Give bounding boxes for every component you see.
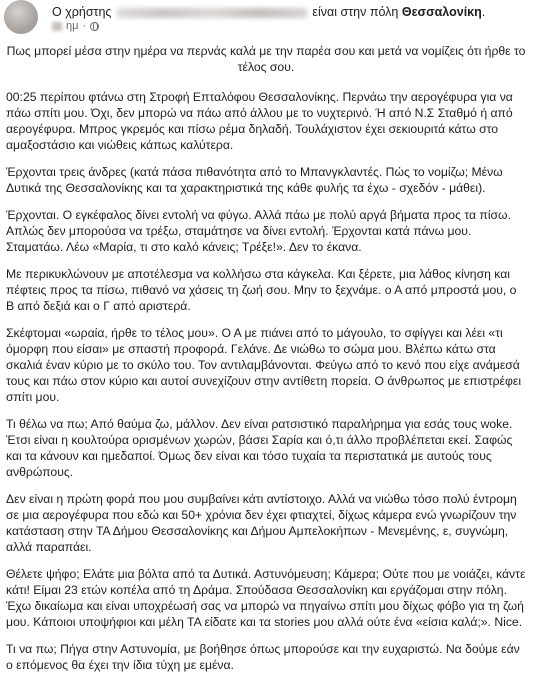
post-intro: Πως μπορεί μέσα στην ημέρα να περνάς καλά με την παρέα σου και μετά να νομίζεις ότι ήρθε το τέλος σου. bbox=[6, 44, 526, 74]
avatar[interactable] bbox=[4, 0, 38, 34]
post-paragraph-8: Θέλετε ψήφο; Ελάτε μια βόλτα από τα Δυτικά. Αστυνόμευση; Κάμερα; Ούτε που με νοιάζει, κάντε κάτι! Είμαι 23 ετών κοπέλα από τη Δράμα. Σπούδασα Θεσσαλονίκη και εργάζομαι στην πόλη. Έχω δικαίωμα και είναι υποχρέωσή σας να μπορώ να πηγαίνω σπίτι μου δίχως φόβο για τη ζωή μου. Κάποιοι υποψήφιοι και μέλη ΤΑ είδατε και τα stories μου αλλά ούτε ένα «είσια καλά;». Nice. bbox=[6, 567, 526, 629]
author-suffix: είναι στην πόλη bbox=[312, 5, 399, 19]
post-header bbox=[0, 0, 535, 42]
author-prefix: Ο χρήστης bbox=[52, 5, 112, 19]
post-time[interactable]: ημ bbox=[66, 20, 79, 32]
post-paragraph-9: Τι να πω; Πήγα στην Αστυνομία, με βοήθησε όπως μπορούσε και την ευχαριστώ. Να δούμε εάν ο επόμενος θα έχει την ίδια τύχη με εμένα. bbox=[6, 642, 520, 672]
post-paragraph-1: 00:25 περίπου φτάνω στη Στροφή Επταλόφου Θεσσαλονίκης. Περνάω την αερογέφυρα για να πάω σπίτι μου. Όχι, δεν μπορώ να πάω από άλλου με το νυχτερινό. Ή από Ν.Σ Σταθμό ή από αερογέφυρα. Μπρος γκρεμός και πίσω ρέμα δηλαδή. Τουλάχιστον έχει σεκιουριτά κάτω στο αμαξοστάσιο και νιώθεις κάπως καλύτερα. bbox=[6, 90, 513, 152]
blurred-count bbox=[52, 22, 62, 31]
post-body bbox=[6, 43, 526, 684]
location-link[interactable]: Θεσσαλονίκη bbox=[401, 5, 482, 19]
post-paragraph-2: Έρχονται τρεις άνδρες (κατά πάσα πιθανότητα από το Μπανγκλαντές. Πώς το νομίζω; Μένω Δυτικά της Θεσσαλονίκης και τα χαρακτηριστικά της κάθε φυλής τα έχω - σχεδόν - μάθει). bbox=[6, 165, 503, 195]
author-line: Ο χρήστης είναι στην πόλη Θεσσαλονίκη. bbox=[52, 5, 486, 19]
post-meta: ημ · bbox=[52, 20, 99, 32]
post-paragraph-6: Τι θέλω να πω; Από θαύμα ζω, μάλλον. Δεν είναι ρατσιστικό παραλήρημα για εσάς τους woke. Έτσι είναι η κουλτούρα ορισμένων χωρών, βάσει Σαρία και ό,τι άλλο προβλέπεται εκεί. Σαφώς και τα κάνουν και ημεδαποί. Όμως δεν είναι και τόσο τυχαία τα περιστατικά με αυτούς τους ανθρώπους. bbox=[6, 417, 513, 479]
post-paragraph-5: Σκέφτομαι «ωραία, ήρθε το τέλος μου». Ο Α με πιάνει από το μάγουλο, το σφίγγει και λέει «τι όμορφη που είσαι» με σπαστή προφορά. Γελάνε. Δε νιώθω το σώμα μου. Βλέπω κάτω στα σκαλιά έναν κύριο με το σκύλο του. Τον αντιλαμβάνονται. Φεύγω από το κενό που είχε ανάμεσά τους και πάω στον κύριο και αυτοί συνεχίζουν στην αντίθετη πορεία. Ο άνθρωπος με επιστρέφει σπίτι μου. bbox=[6, 326, 522, 404]
post-paragraph-7: Δεν είναι η πρώτη φορά που μου συμβαίνει κάτι αντίστοιχο. Αλλά να νιώθω τόσο πολύ έντρομη σε μια αερογέφυρα που εδώ και 50+ χρόνια δεν έχει φτιαχτεί, δίχως κάμερα ενώ γνωρίζουν την κατάσταση στην ΤΑ Δήμου Θεσσαλονίκης και Δήμου Αμπελοκήπων - Μενεμένης, ε, συγνώμη, αλλά παραπάει. bbox=[6, 492, 517, 554]
post-paragraph-3: Έρχονται. Ο εγκέφαλος δίνει εντολή να φύγω. Αλλά πάω με πολύ αργά βήματα προς τα πίσω. Απλώς δεν μπορούσα να τρέξω, σταμάτησε να δίνει εντολή. Έρχονται κατά πάνω μου. Σταματάω. Λέω «Μαρία, τι στο καλό κάνεις; Τρέξε!». Δεν το έκανα. bbox=[6, 208, 511, 254]
blurred-username[interactable] bbox=[117, 8, 307, 18]
post-paragraph-4: Με περικυκλώνουν με αποτέλεσμα να κολλήσω στα κάγκελα. Και ξέρετε, μια λάθος κίνηση και πέφτεις προς τα πίσω, πιθανό να χάσεις τη ζωή σου. Μην το ξεχνάμε. ο Α από μπροστά μου, ο Β από δεξιά και ο Γ από αριστερά. bbox=[6, 267, 517, 313]
globe-icon[interactable] bbox=[90, 22, 99, 31]
